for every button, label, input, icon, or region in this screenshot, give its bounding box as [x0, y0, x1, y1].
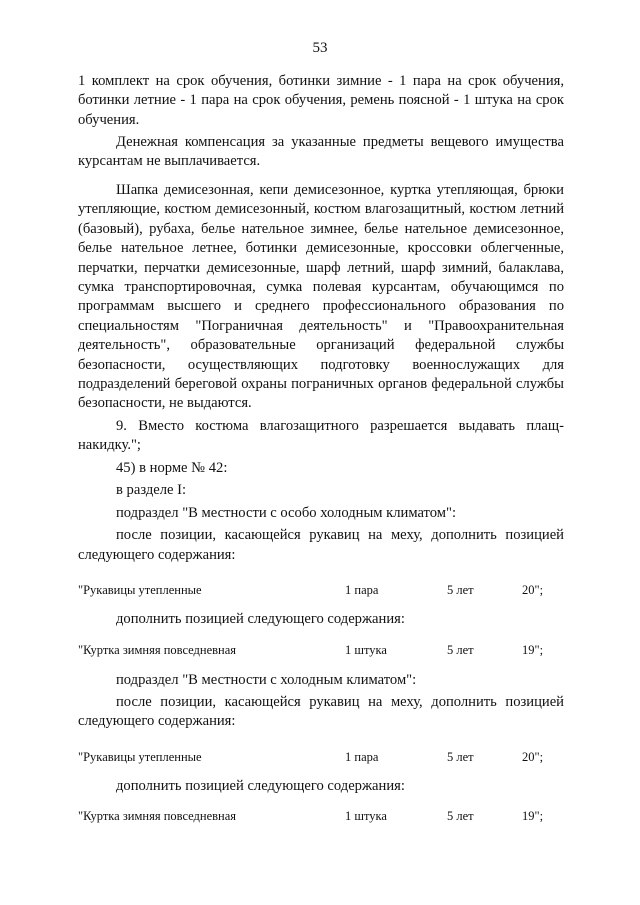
paragraph: 45) в норме № 42:	[116, 460, 228, 476]
item-quantity: 1 штука	[345, 809, 387, 824]
item-name: "Куртка зимняя повседневная	[78, 809, 237, 824]
paragraph: Шапка демисезонная, кепи демисезонное, куртка утепляющая, брюки утепляющие, костюм демисезонный, костюм влагозащитный, костюм летний (базовый), рубаха, белье нательное зимнее, белье нательное демисезонное, белье нательное летнее, ботинки демисезонные, кроссовки облегченные, перчатки, перчатки демисезонные, шарф летний, шарф зимний, балаклава, сумка транспортировочная, сумка полевая курсантам, обучающимся по программам высшего и среднего профессионального образования по специальностям "Пограничная деятельность" и "Правоохранительная деятельность", образовательные организаций федеральной службы безопасности, осуществляющих подготовку военнослужащих для подразделений береговой охраны пограничных органов федеральной службы безопасности, не выдаются.	[78, 182, 564, 412]
paragraph: Денежная компенсация за указанные предметы вещевого имущества курсантам не выплачивается.	[78, 134, 564, 170]
item-name: "Рукавицы утепленные	[78, 583, 202, 598]
table-row	[78, 641, 564, 661]
paragraph: подраздел "В местности с холодным климатом":	[116, 671, 417, 688]
item-name: "Рукавицы утепленные	[78, 750, 202, 765]
document-body	[78, 72, 564, 827]
paragraph: после позиции, касающейся рукавиц на меху, дополнить позицией следующего содержания:	[78, 694, 564, 730]
item-term: 5 лет	[447, 583, 474, 598]
item-quantity: 1 пара	[345, 750, 379, 765]
table-row	[78, 807, 564, 827]
item-code: 19";	[522, 642, 544, 657]
table-row	[78, 748, 564, 768]
page-number: 53	[312, 40, 328, 56]
item-name: "Куртка зимняя повседневная	[78, 642, 237, 657]
item-term: 5 лет	[447, 642, 474, 657]
paragraph: дополнить позицией следующего содержания:	[116, 611, 405, 628]
paragraph: после позиции, касающейся рукавиц на меху, дополнить позицией следующего содержания:	[78, 527, 564, 563]
paragraph: в разделе I:	[116, 482, 187, 499]
item-quantity: 1 пара	[345, 583, 379, 598]
item-code: 20";	[522, 583, 544, 598]
item-code: 19";	[522, 809, 544, 824]
paragraph: подраздел "В местности с особо холодным климатом":	[116, 504, 457, 521]
item-code: 20";	[522, 750, 544, 765]
paragraph: дополнить позицией следующего содержания:	[116, 778, 405, 795]
item-term: 5 лет	[447, 750, 474, 765]
item-quantity: 1 штука	[345, 642, 387, 657]
table-row	[78, 581, 564, 601]
paragraph: 1 комплект на срок обучения, ботинки зимние - 1 пара на срок обучения, ботинки летние - 1 пара на срок обучения, ремень поясной - 1 штука на срок обучения.	[78, 73, 564, 128]
paragraph: 9. Вместо костюма влагозащитного разрешается выдавать плащ-накидку.";	[78, 418, 564, 454]
item-term: 5 лет	[447, 809, 474, 824]
